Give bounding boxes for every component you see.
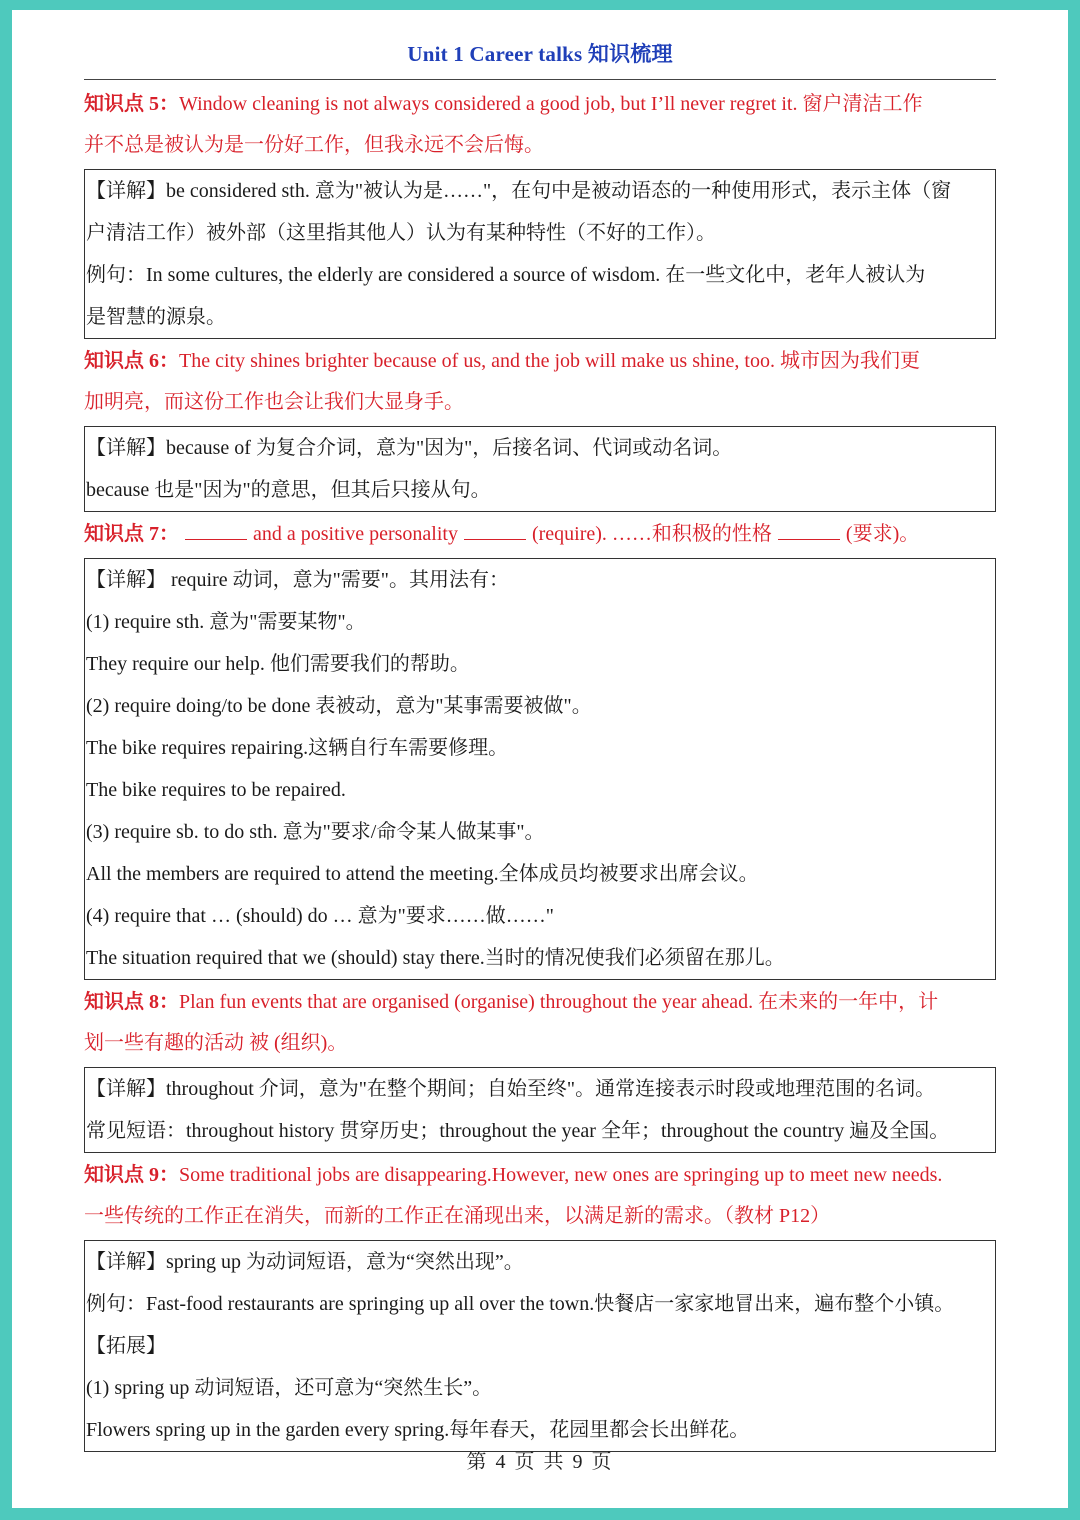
box-line: 例句：Fast-food restaurants are springing up all over the town.快餐店一家家地冒出来，遍布整个小镇。 [86, 1293, 955, 1315]
point-tag: 知识点 9： [84, 1164, 179, 1186]
point-tag: 知识点 5： [84, 93, 179, 115]
box-line: (1) spring up 动词短语，还可意为“突然生长”。 [86, 1377, 493, 1399]
document-page [12, 10, 1068, 1508]
point-text: Some traditional jobs are disappearing.However, new ones are springing up to meet new needs. [179, 1164, 943, 1186]
box-line: 户清洁工作）被外部（这里指其他人）认为有某种特性（不好的工作）。 [86, 222, 716, 244]
point-text: 加明亮，而这份工作也会让我们大显身手。 [84, 391, 464, 413]
explanation-box-9 [84, 1240, 996, 1452]
fill-blank[interactable] [464, 521, 526, 540]
point-text: Window cleaning is not always considered a good job, but I’ll never regret it. 窗户清洁工作 [179, 93, 923, 115]
knowledge-point-8 [84, 982, 996, 1064]
knowledge-point-7 [84, 514, 996, 555]
point-text: 划一些有趣的活动 被 (组织)。 [84, 1032, 348, 1054]
box-line: They require our help. 他们需要我们的帮助。 [86, 653, 470, 675]
point-text: and a positive personality [253, 523, 458, 545]
box-line: 例句：In some cultures, the elderly are considered a source of wisdom. 在一些文化中，老年人被认为 [86, 264, 926, 286]
box-line: because 也是"因为"的意思，但其后只接从句。 [86, 479, 491, 501]
page-title: Unit 1 Career talks 知识梳理 [407, 42, 673, 66]
box-line: (3) require sb. to do sth. 意为"要求/命令某人做某事"。 [86, 821, 545, 843]
box-line: (2) require doing/to be done 表被动，意为"某事需要被做"。 [86, 695, 592, 717]
point-text: 一些传统的工作正在消失，而新的工作正在涌现出来，以满足新的需求。（教材 P12） [84, 1205, 831, 1227]
box-line: 【详解】because of 为复合介词，意为"因为"，后接名词、代词或动名词。 [86, 437, 733, 459]
explanation-box-5 [84, 169, 996, 339]
box-line: 是智慧的源泉。 [86, 306, 226, 328]
box-line: 【详解】throughout 介词，意为"在整个期间；自始至终"。通常连接表示时段或地理范围的名词。 [86, 1078, 936, 1100]
box-line: 【详解】be considered sth. 意为"被认为是……"，在句中是被动语态的一种使用形式，表示主体（窗 [86, 180, 952, 202]
point-text: 并不总是被认为是一份好工作，但我永远不会后悔。 [84, 134, 544, 156]
point-tag: 知识点 8： [84, 991, 179, 1013]
box-line: 常见短语：throughout history 贯穿历史；throughout the year 全年；throughout the country 遍及全国。 [86, 1120, 950, 1142]
box-line: 【详解】spring up 为动词短语，意为“突然出现”。 [86, 1251, 524, 1273]
knowledge-point-6 [84, 341, 996, 423]
fill-blank[interactable] [185, 521, 247, 540]
knowledge-point-5 [84, 84, 996, 166]
page-number: 第 4 页 共 9 页 [466, 1451, 614, 1473]
box-line: 【详解】 require 动词，意为"需要"。其用法有： [86, 569, 509, 591]
point-text: Plan fun events that are organised (organise) throughout the year ahead. 在未来的一年中，计 [179, 991, 939, 1013]
point-tag: 知识点 7： [84, 523, 179, 545]
box-line: 【拓展】 [86, 1335, 166, 1357]
point-text: The city shines brighter because of us, and the job will make us shine, too. 城市因为我们更 [179, 350, 920, 372]
box-line: The bike requires to be repaired. [86, 779, 346, 801]
knowledge-point-9 [84, 1155, 996, 1237]
point-text: (require). ……和积极的性格 [531, 523, 772, 545]
explanation-box-7 [84, 558, 996, 980]
explanation-box-8 [84, 1067, 996, 1153]
box-line: (1) require sth. 意为"需要某物"。 [86, 611, 366, 633]
point-tag: 知识点 6： [84, 350, 179, 372]
content [84, 84, 996, 1454]
explanation-box-6 [84, 426, 996, 512]
fill-blank[interactable] [778, 521, 840, 540]
box-line: The situation required that we (should) stay there.当时的情况使我们必须留在那儿。 [86, 947, 785, 969]
header-divider [84, 79, 996, 80]
box-line: The bike requires repairing.这辆自行车需要修理。 [86, 737, 509, 759]
box-line: All the members are required to attend the meeting.全体成员均被要求出席会议。 [86, 863, 759, 885]
box-line: (4) require that … (should) do … 意为"要求……做……" [86, 905, 554, 927]
point-text: (要求)。 [845, 523, 920, 545]
box-line: Flowers spring up in the garden every spring.每年春天，花园里都会长出鲜花。 [86, 1419, 750, 1441]
